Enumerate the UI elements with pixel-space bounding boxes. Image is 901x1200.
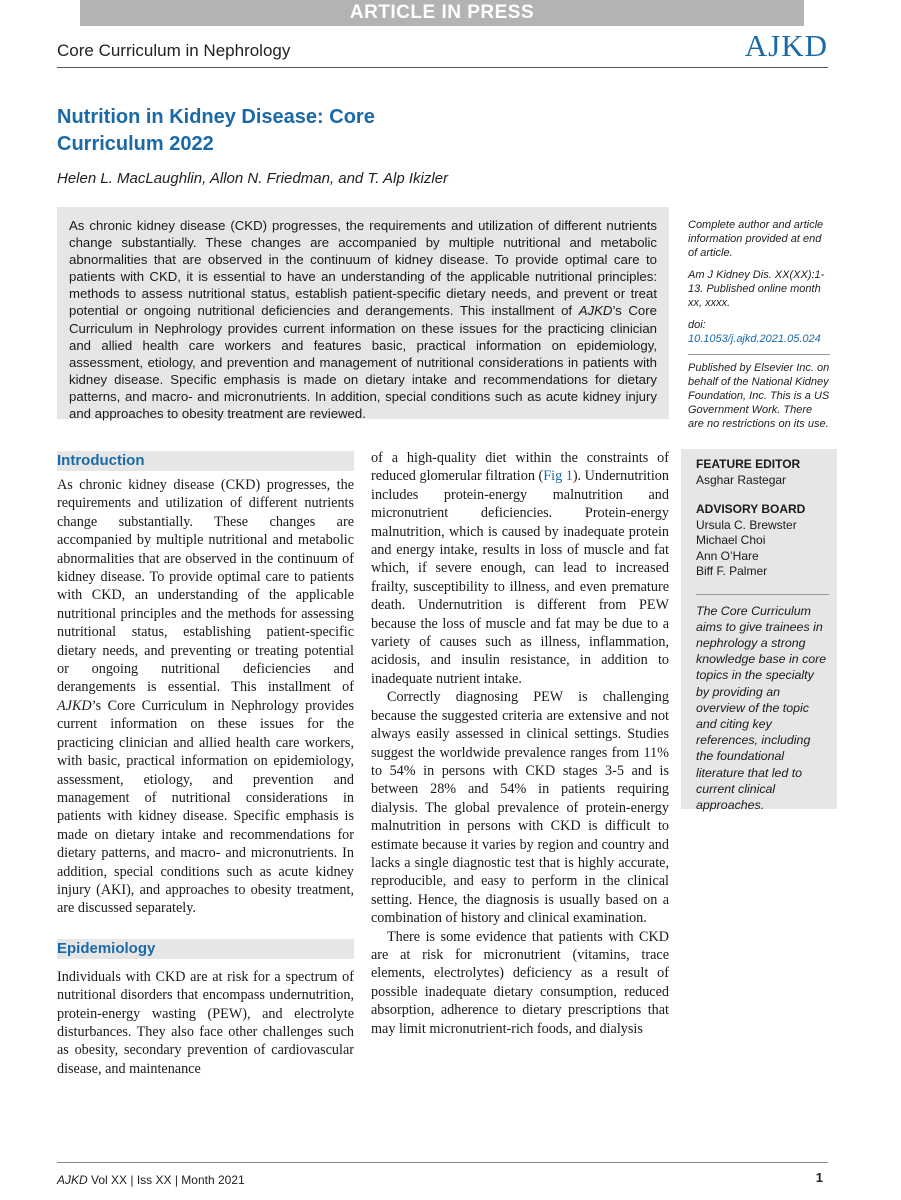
section-heading-epidemiology: Epidemiology [57,939,354,959]
abstract-journal-name: AJKD [578,303,613,319]
pew-diagnosis-paragraph: Correctly diagnosing PEW is challenging because the suggested criteria are extensive and not always easily assessed in clinical settings. Studies suggest the worldwide prevalence ranges from 11% to 54% in persons with CKD stages 3-5 and is between 28% and 54% in patients requiring dialysis. The global prevalence of protein-energy malnutrition in persons with CKD is difficult to estimate because it varies by region and country and lacks a single diagnostic test that is highly accurate, reproducible, and easy to perform in the clinical setting. Hence, the diagnosis is usually based on a combination of history and clinical examination. [371,689,669,927]
feature-editor-name: Asghar Rastegar [696,472,787,487]
title-line-1: Nutrition in Kidney Disease: Core [57,106,375,128]
figure-1-link[interactable]: Fig 1 [543,468,573,485]
body-column-left [57,451,354,1078]
panel-divider [696,594,829,595]
author-list: Helen L. MacLaughlin, Allon N. Friedman, and T. Alp Ikizler [57,170,449,187]
core-curriculum-note: The Core Curriculum aims to give trainees in nephrology a strong knowledge base in core topics in the specialty by providing an overview of the topic and citing key references, including the foundational literature that led to current clinical approaches. [696,603,827,812]
footer-journal-info: AJKD Vol XX | Iss XX | Month 2021 [57,1173,245,1187]
abstract-box [57,207,669,422]
article-info-sidebar [688,218,830,439]
header-divider [57,67,828,68]
journal-section-label: Core Curriculum in Nephrology [57,41,291,60]
advisory-board-heading: ADVISORY BOARD [696,502,806,516]
epidemiology-paragraph: Individuals with CKD are at risk for a spectrum of nutritional disorders that encompass undernutrition, protein-energy wasting (PEW), and electrolyte disturbances. They also face other challenges such as obesity, secondary prevention of cardiovascular disease, and maintenance [57,968,354,1077]
info-divider [688,354,830,355]
abstract-text: As chronic kidney disease (CKD) progresses, the requirements and utilization of different nutrients change substantially. These changes are accompanied by multiple nutritional and metabolic abnormalities that are observed in the continuum of kidney disease. To provide optimal care to patients with CKD, it is essential to have an understanding of the applicable nutritional principles: methods to assess nutritional status, establish patient-specific dietary needs, and prevent or treat potential or ongoing nutritional deficiencies and derangements. This installment of AJKD’s Core Curriculum in Nephrology provides current information on these issues for the practicing clinician and allied health care workers and features basic, practical information on epidemiology, assessment, etiology, and prevention and management of nutritional considerations in patients with kidney disease. Specific emphasis is made on dietary intake and recommendations for dietary patterns, and macro- and micronutrients. In addition, special conditions such as acute kidney injury and approaches to obesity treatment are reviewed. [69,218,657,422]
doi-link[interactable]: 10.1053/j.ajkd.2021.05.024 [688,333,821,345]
introduction-paragraph: As chronic kidney disease (CKD) progresses, the requirements and utilization of different nutrients change substantially. These changes are accompanied by multiple nutritional and metabolic abnormalities that are observed in the continuum of kidney disease. To provide optimal care to patients with CKD, an understanding of the applicable nutritional principles and the methods for assessing nutritional status, establishing patient-specific dietary needs, and preventing or treating potential or ongoing nutritional deficiencies and derangements is essential. This installment of AJKD’s Core Curriculum in Nephrology provides current information on these issues for the practicing clinician and allied health care workers, with basic, practical information on epidemiology, assessment, etiology, and prevention and management of nutritional considerations in patients with kidney disease. Specific emphasis is made on dietary intake and recommendations for dietary patterns, and macro- and micronutrients. In addition, special conditions such as acute kidney injury (AKI), and approaches to obesity treatment, are discussed separately. [57,477,354,917]
article-title [57,104,477,158]
article-in-press-banner: ARTICLE IN PRESS [80,0,804,26]
advisory-member: Ursula C. Brewster [696,517,797,532]
author-info-note: Complete author and article information provided at end of article. [688,219,824,259]
advisory-member: Biff F. Palmer [696,564,768,578]
journal-logo[interactable]: AJKD [744,28,828,63]
footer-divider [57,1162,828,1163]
feature-editor-heading: FEATURE EDITOR [696,457,801,471]
publisher-note: Published by Elsevier Inc. on behalf of the National Kidney Foundation, Inc. This is a US Government Work. There are no restrictions on its use. [688,362,830,430]
feature-editor-panel [681,449,837,812]
title-line-2: Curriculum 2022 [57,133,214,155]
micronutrient-paragraph: There is some evidence that patients with CKD are at risk for micronutrient (vitamins, trace elements, electrolytes) deficiency as a result of possible inadequate dietary consumption, reduced absorption, adherence to dietary prescriptions that may limit micronutrient-rich foods, and dialysis [371,928,669,1037]
advisory-member: Michael Choi [696,533,766,547]
section-heading-introduction: Introduction [57,451,354,471]
page-number: 1 [815,1170,823,1185]
advisory-member: Ann O’Hare [696,548,759,563]
body-column-middle [371,451,669,1038]
doi: doi: 10.1053/j.ajkd.2021.05.024 [688,319,821,345]
citation: Am J Kidney Dis. XX(XX):1-13. Published online month xx, xxxx. [688,269,825,309]
undernutrition-paragraph: of a high-quality diet within the constraints of reduced glomerular filtration (Fig 1). Undernutrition includes protein-energy malnutrition and micronutrient deficiencies. Protein-energy malnutrition, which is caused by inadequate protein and energy intake, results in loss of muscle and fat which, if severe enough, can lead to increased frailty, susceptibility to illness, and even premature death. Undernutrition is different from PEW because the loss of muscle and fat may be due to a variety of causes such as illness, inflammation, acidosis, and insulin resistance, in addition to inadequate nutrient intake. [371,450,669,687]
intro-journal-name: AJKD [57,697,92,714]
